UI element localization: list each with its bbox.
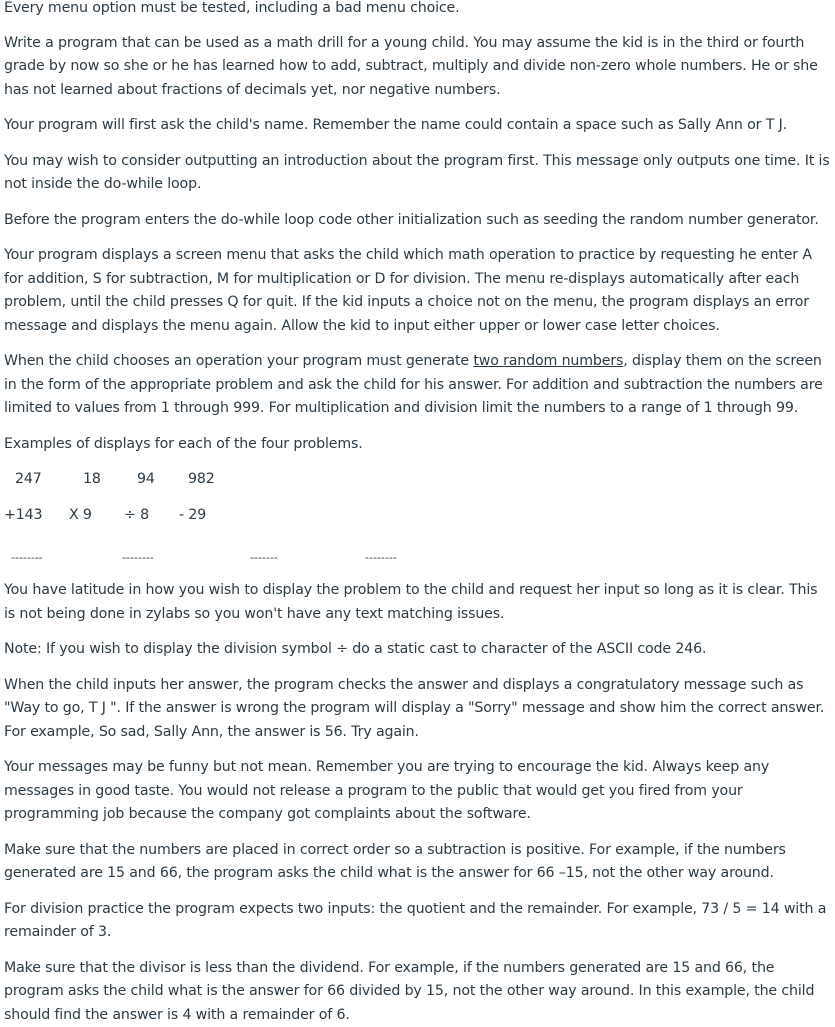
- example-subtraction-top: 982: [188, 468, 215, 492]
- assignment-document: [4, 0, 832, 1027]
- example-multiplication-line: --------: [122, 546, 154, 570]
- paragraph-division-symbol-note: Note: If you wish to display the division symbol ÷ do a static cast to character of the ASCII code 246.: [4, 638, 832, 662]
- paragraph-examples-heading: Examples of displays for each of the four problems.: [4, 433, 832, 457]
- example-row-top-operands: [4, 468, 832, 504]
- example-multiplication-bottom: X 9: [69, 504, 92, 528]
- paragraph-message-tone: Your messages may be funny but not mean. Remember you are trying to encourage the kid. Always keep any messages in good taste. You would not release a program to the public that would get you fired from your programming job because the company got complaints about the software.: [4, 756, 832, 827]
- paragraph-division-inputs: For division practice the program expects two inputs: the quotient and the remainder. For example, 73 / 5 = 14 with a remainder of 3.: [4, 898, 832, 945]
- example-division-bottom: ÷ 8: [124, 504, 149, 528]
- paragraph-child-name: Your program will first ask the child's name. Remember the name could contain a space such as Sally Ann or T J.: [4, 114, 832, 138]
- example-row-bottom-operands: [4, 504, 832, 540]
- example-addition-line: --------: [11, 546, 43, 570]
- paragraph-divisor-order: Make sure that the divisor is less than the dividend. For example, if the numbers generated are 15 and 66, the program asks the child what is the answer for 66 divided by 15, not the other way around. In this example, the child should find the answer is 4 with a remainder of 6.: [4, 957, 832, 1027]
- random-numbers-text-after: , display them on the screen in the form of the appropriate problem and ask the child for his answer. For addition and subtraction the numbers are limited to values from 1 through 999. For multiplication and division limit the numbers to a range of 1 through 99.: [4, 353, 823, 416]
- paragraph-introduction: You may wish to consider outputting an introduction about the program first. This message only outputs one time. It is not inside the do-while loop.: [4, 150, 832, 197]
- example-multiplication-top: 18: [83, 468, 101, 492]
- paragraph-screen-menu: Your program displays a screen menu that asks the child which math operation to practice by requesting he enter A for addition, S for subtraction, M for multiplication or D for division. The menu re-displays automatically after each problem, until the child presses Q for quit. If the kid inputs a choice not on the menu, the program displays an error message and displays the menu again. Allow the kid to input either upper or lower case letter choices.: [4, 244, 832, 338]
- example-row-dashes: [4, 540, 832, 576]
- paragraph-program-description: Write a program that can be used as a math drill for a young child. You may assume the kid is in the third or fourth grade by now so she or he has learned how to add, subtract, multiply and divide non-zero whole numbers. He or she has not learned about fractions of decimals yet, nor negative numbers.: [4, 32, 832, 103]
- example-subtraction-bottom: - 29: [179, 504, 206, 528]
- paragraph-display-latitude: You have latitude in how you wish to display the problem to the child and request her input so long as it is clear. This is not being done in zylabs so you won't have any text matching issues.: [4, 579, 832, 626]
- example-addition-bottom: +143: [4, 504, 42, 528]
- example-subtraction-line: --------: [365, 546, 397, 570]
- example-division-top: 94: [137, 468, 155, 492]
- paragraph-random-numbers: [4, 350, 832, 421]
- paragraph-menu-testing: Every menu option must be tested, including a bad menu choice.: [4, 0, 832, 21]
- random-numbers-underlined: two random numbers: [473, 353, 623, 369]
- example-division-line: -------: [250, 546, 278, 570]
- paragraph-subtraction-order: Make sure that the numbers are placed in correct order so a subtraction is positive. For example, if the numbers generated are 15 and 66, the program asks the child what is the answer for 66 –15, not the other way around.: [4, 839, 832, 886]
- example-addition-top: 247: [15, 468, 42, 492]
- paragraph-initialization: Before the program enters the do-while loop code other initialization such as seeding the random number generator.: [4, 209, 832, 233]
- paragraph-answer-check: When the child inputs her answer, the program checks the answer and displays a congratulatory message such as "Way to go, T J ". If the answer is wrong the program will display a "Sorry" message and show him the correct answer. For example, So sad, Sally Ann, the answer is 56. Try again.: [4, 674, 832, 745]
- random-numbers-text-before: When the child chooses an operation your program must generate: [4, 353, 473, 369]
